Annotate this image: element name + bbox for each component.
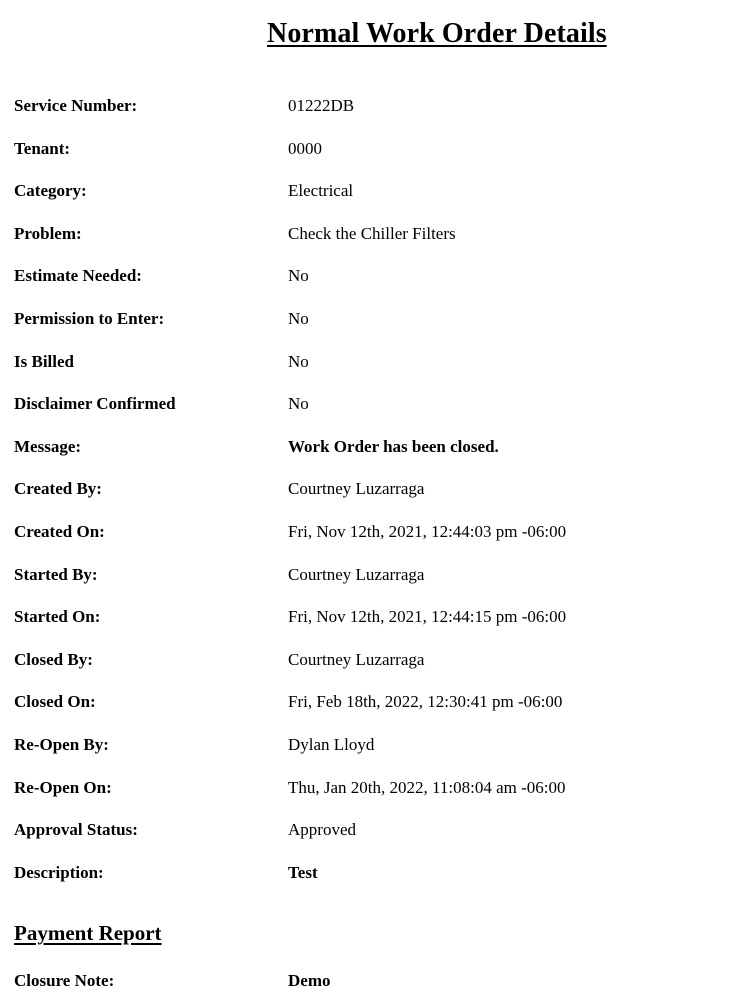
field-closed-by xyxy=(14,645,739,688)
field-approval-status xyxy=(14,815,739,858)
field-value: Courtney Luzarraga xyxy=(288,479,425,499)
field-label: Is Billed xyxy=(14,351,74,371)
field-category xyxy=(14,176,739,219)
field-label: Approval Status: xyxy=(14,820,138,840)
field-value: Fri, Nov 12th, 2021, 12:44:15 pm -06:00 xyxy=(288,607,567,627)
field-label: Created By: xyxy=(14,479,102,499)
field-value: 0000 xyxy=(288,138,322,158)
closure-note-label: Closure Note: xyxy=(14,971,115,990)
field-value: No xyxy=(288,351,309,371)
page-title: Normal Work Order Details xyxy=(267,18,607,49)
field-label: Problem: xyxy=(14,223,82,243)
field-label: Description: xyxy=(14,862,104,882)
field-started-on xyxy=(14,602,739,645)
field-value: No xyxy=(288,266,309,286)
field-tenant xyxy=(14,134,739,177)
field-label: Message: xyxy=(14,436,82,456)
field-value: 01222DB xyxy=(288,96,355,115)
field-re-open-on xyxy=(14,773,739,816)
field-value: Dylan Lloyd xyxy=(288,734,375,754)
field-value: Approved xyxy=(288,820,356,840)
field-label: Estimate Needed: xyxy=(14,266,142,286)
field-value: Courtney Luzarraga xyxy=(288,649,425,669)
field-service-number xyxy=(14,91,739,134)
field-label: Started By: xyxy=(14,564,98,584)
field-value: Test xyxy=(288,862,318,882)
field-re-open-by xyxy=(14,730,739,773)
field-value: Work Order has been closed. xyxy=(288,436,499,456)
field-closed-on xyxy=(14,687,739,730)
field-created-by xyxy=(14,474,739,517)
field-label: Re-Open By: xyxy=(14,734,109,754)
field-value: Electrical xyxy=(288,181,354,201)
field-label: Disclaimer Confirmed xyxy=(14,394,176,414)
field-value: Fri, Nov 12th, 2021, 12:44:03 pm -06:00 xyxy=(288,521,567,541)
field-value: Courtney Luzarraga xyxy=(288,564,425,584)
work-order-fields xyxy=(14,91,739,900)
field-created-on xyxy=(14,517,739,560)
field-value: Check the Chiller Filters xyxy=(288,223,456,243)
field-disclaimer-confirmed xyxy=(14,389,739,432)
field-value: No xyxy=(288,308,309,328)
payment-report-heading: Payment Report xyxy=(14,921,162,945)
field-closure-note xyxy=(14,966,739,998)
field-is-billed xyxy=(14,347,739,390)
field-estimate-needed xyxy=(14,261,739,304)
field-started-by xyxy=(14,560,739,603)
field-label: Category: xyxy=(14,181,87,201)
field-permission-to-enter xyxy=(14,304,739,347)
field-label: Service Number: xyxy=(14,96,138,115)
field-label: Created On: xyxy=(14,521,105,541)
field-value: Thu, Jan 20th, 2022, 11:08:04 am -06:00 xyxy=(288,777,566,797)
field-label: Closed On: xyxy=(14,692,96,712)
field-label: Closed By: xyxy=(14,649,93,669)
field-label: Re-Open On: xyxy=(14,777,112,797)
field-description xyxy=(14,858,739,901)
field-value: No xyxy=(288,394,309,414)
field-label: Permission to Enter: xyxy=(14,308,165,328)
field-message xyxy=(14,432,739,475)
closure-note-value: Demo xyxy=(288,971,331,990)
field-label: Tenant: xyxy=(14,138,71,158)
field-value: Fri, Feb 18th, 2022, 12:30:41 pm -06:00 xyxy=(288,692,563,712)
field-label: Started On: xyxy=(14,607,101,627)
field-problem xyxy=(14,219,739,262)
